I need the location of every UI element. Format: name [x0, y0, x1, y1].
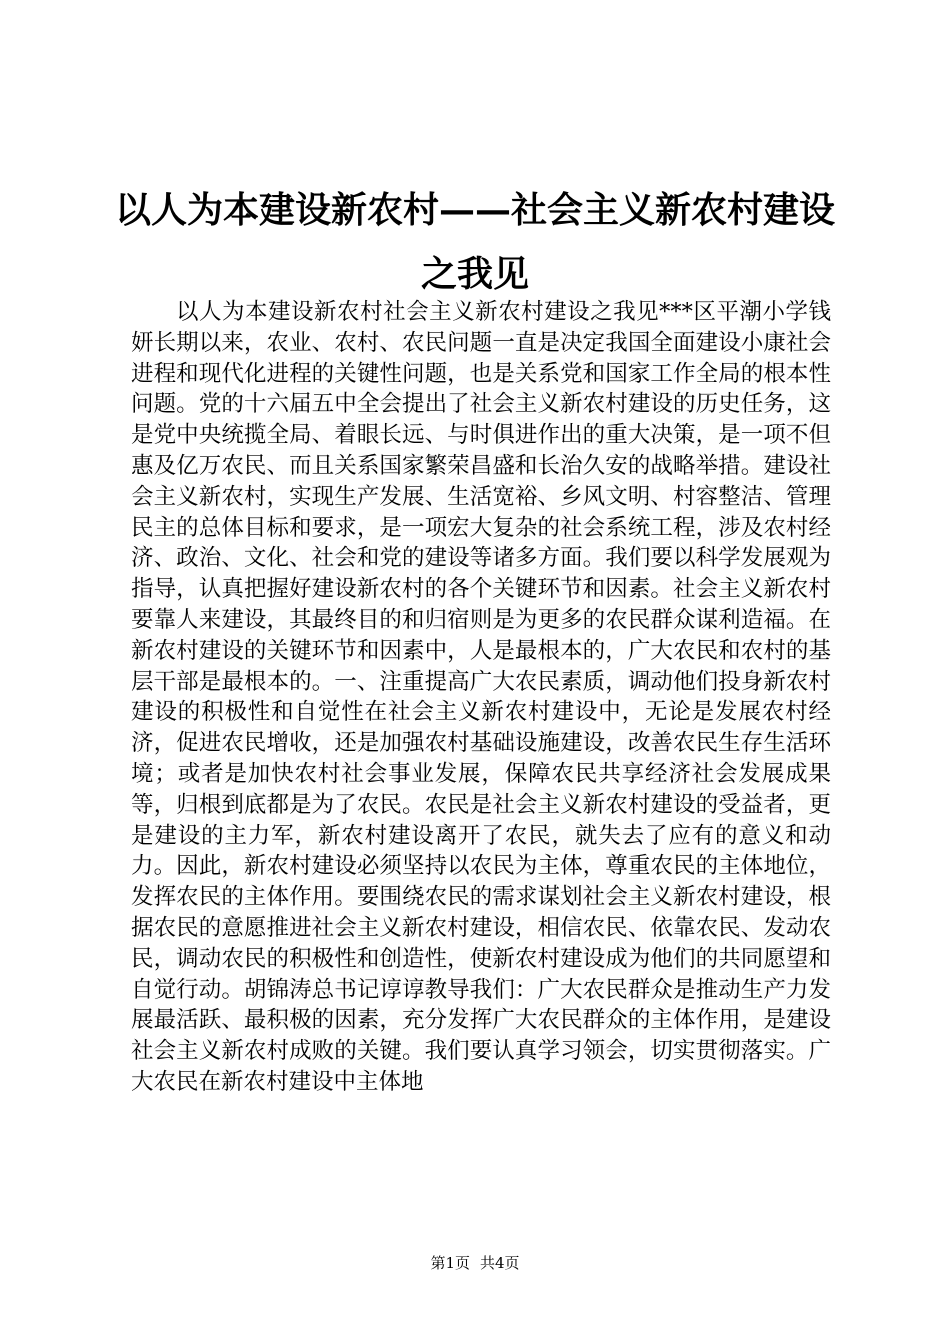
page-footer	[0, 1252, 950, 1273]
document-title: 以人为本建设新农村——社会主义新农村建设之我见	[114, 189, 835, 295]
page-total: 共4页	[480, 1254, 520, 1272]
page-number: 第1页	[430, 1254, 470, 1272]
document-body: 以人为本建设新农村社会主义新农村建设之我见***区平潮小学钱妍长期以来，农业、农村、农民问题一直是决定我国全面建设小康社会进程和现代化进程的关键性问题，也是关系党和国家工作全局的根本性问题。党的十六届五中全会提出了社会主义新农村建设的历史任务，这是党中央统揽全局、着眼长远、与时俱进作出的重大决策，是一项不但惠及亿万农民、而且关系国家繁荣昌盛和长治久安的战略举措。建设社会主义新农村，实现生产发展、生活宽裕、乡风文明、村容整洁、管理民主的总体目标和要求，是一项宏大复杂的社会系统工程，涉及农村经济、政治、文化、社会和党的建设等诸多方面。我们要以科学发展观为指导，认真把握好建设新农村的各个关键环节和因素。社会主义新农村要靠人来建设，其最终目的和归宿则是为更多的农民群众谋利造福。在新农村建设的关键环节和因素中，人是最根本的，广大农民和农村的基层干部是最根本的。一、注重提高广大农民素质，调动他们投身新农村建设的积极性和自觉性在社会主义新农村建设中，无论是发展农村经济，促进农民增收，还是加强农村基础设施建设，改善农民生存生活环境；或者是加快农村社会事业发展，保障农民共享经济社会发展成果等，归根到底都是为了农民。农民是社会主义新农村建设的受益者，更是建设的主力军，新农村建设离开了农民，就失去了应有的意义和动力。因此，新农村建设必须坚持以农民为主体，尊重农民的主体地位，发挥农民的主体作用。要围绕农民的需求谋划社会主义新农村建设，根据农民的意愿推进社会主义新农村建设，相信农民、依靠农民、发动农民，调动农民的积极性和创造性，使新农村建设成为他们的共同愿望和自觉行动。胡锦涛总书记谆谆教导我们：广大农民群众是推动生产力发展最活跃、最积极的因素，充分发挥广大农民群众的主体作用，是建设社会主义新农村成败的关键。我们要认真学习领会，切实贯彻落实。广大农民在新农村建设中主体地	[131, 299, 831, 1095]
